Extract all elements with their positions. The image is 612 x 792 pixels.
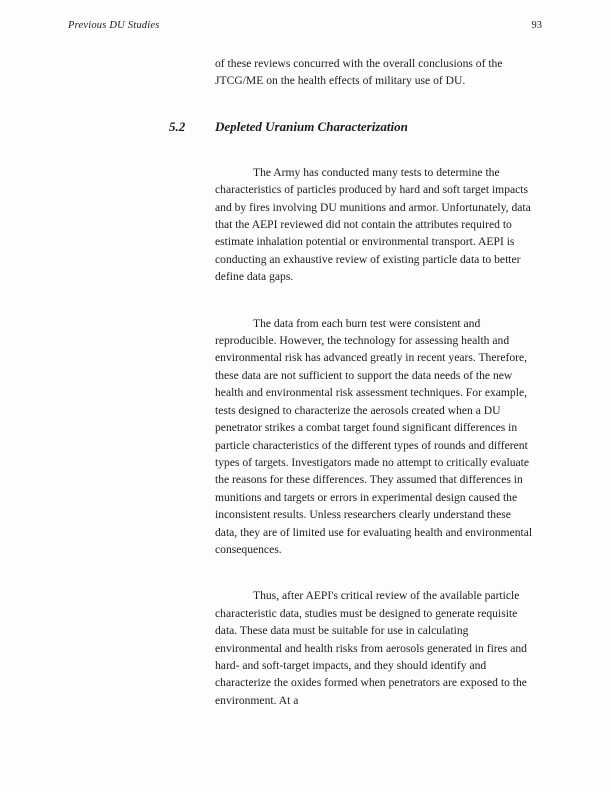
section-number: 5.2	[169, 118, 186, 134]
section-heading	[169, 119, 535, 135]
text-column	[169, 55, 535, 709]
body-paragraph: Thus, after AEPI's critical review of the available particle characteristic data, studies must be designed to generate requisite data. These data must be suitable for use in calculating environmental and health risks from aerosols generated in fires and hard- and soft-target impacts, and they should identify and characterize the oxides formed when penetrators are exposed to the environment. At a	[215, 589, 527, 707]
running-header-title: Previous DU Studies	[68, 20, 160, 31]
body-paragraph: The Army has conducted many tests to determine the characteristics of particles produced by hard and soft target impacts and by fires involving DU munitions and armor. Unfortunately, data that the AEPI reviewed did not contain the attributes required to estimate inhalation potential or environmental transport. AEPI is conducting an exhaustive review of existing particle data to better define data gaps.	[215, 165, 531, 284]
section-title: Depleted Uranium Characterization	[215, 118, 408, 134]
body-paragraph: The data from each burn test were consistent and reproducible. However, the technology for assessing health and environmental risk has advanced greatly in recent years. Therefore, these data are not sufficient to support the data needs of the new health and environmental risk assessment techniques. For example, tests designed to characterize the aerosols created when a DU penetrator strikes a combat target found significant differences in particle characteristics of the different types of rounds and different types of targets. Investigators made no attempt to critically evaluate the reasons for these differences. They assumed that differences in munitions and targets or errors in experimental design caused the inconsistent results. Unless researchers clearly understand these data, they are of limited use for evaluating health and environmental consequences.	[215, 316, 533, 556]
running-header	[68, 20, 542, 31]
continuation-paragraph: of these reviews concurred with the overall conclusions of the JTCG/ME on the health effects of military use of DU.	[215, 57, 503, 88]
page-number: 93	[531, 20, 542, 31]
